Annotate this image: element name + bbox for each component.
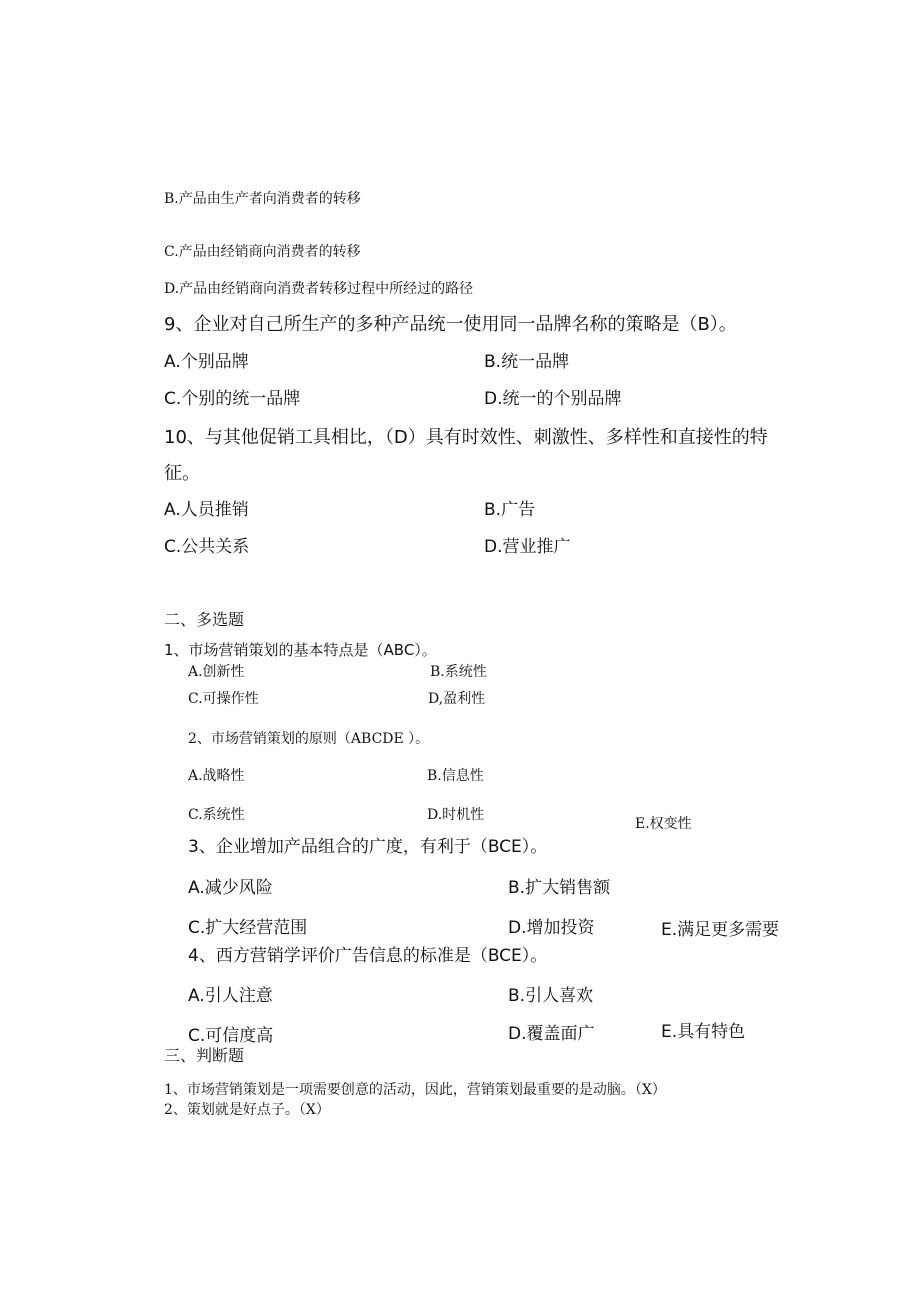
- multi-q4-option-b: B.引人喜欢: [508, 986, 594, 1006]
- multi-q3-option-d: D.增加投资: [508, 918, 595, 938]
- multi-q4-option-c: C.可信度高: [188, 1026, 274, 1046]
- multi-q4-option-a: A.引人注意: [188, 986, 273, 1006]
- option-c: C.产品由经销商向消费者的转移: [164, 244, 361, 260]
- section-2-title: 二、多选题: [164, 610, 245, 629]
- section-3-title: 三、判断题: [164, 1046, 245, 1065]
- judge-q1: 1、市场营销策划是一项需要创意的活动，因此，营销策划最重要的是动脑。（X）: [164, 1082, 666, 1098]
- multi-q2-option-e: E.权变性: [635, 816, 692, 832]
- multi-q1-stem: 1、市场营销策划的基本特点是（ABC）。: [164, 641, 437, 659]
- multi-q1-option-c: C.可操作性: [188, 691, 259, 707]
- question-10-option-a: A.人员推销: [164, 500, 249, 520]
- question-10-stem-line2: 征。: [164, 463, 200, 484]
- question-9-option-c: C.个别的统一品牌: [164, 389, 301, 409]
- multi-q3-option-a: A.减少风险: [188, 878, 273, 898]
- multi-q4-option-d: D.覆盖面广: [508, 1024, 595, 1044]
- question-10-stem-line1: 10、与其他促销工具相比，（D）具有时效性、刺激性、多样性和直接性的特: [164, 427, 768, 448]
- multi-q1-option-a: A.创新性: [188, 664, 245, 680]
- question-9-option-b: B.统一品牌: [484, 352, 570, 372]
- multi-q4-option-e: E.具有特色: [661, 1022, 746, 1042]
- multi-q4-stem: 4、西方营销学评价广告信息的标准是（BCE）。: [188, 946, 548, 966]
- multi-q2-option-d: D.时机性: [427, 807, 485, 823]
- question-9-option-a: A.个别品牌: [164, 352, 249, 372]
- multi-q3-option-c: C.扩大经营范围: [188, 918, 308, 938]
- multi-q2-option-a: A.战略性: [188, 768, 245, 784]
- multi-q2-option-c: C.系统性: [188, 807, 245, 823]
- question-10-option-b: B.广告: [484, 500, 536, 520]
- question-9-option-d: D.统一的个别品牌: [484, 389, 622, 409]
- multi-q3-stem: 3、企业增加产品组合的广度，有利于（BCE）。: [188, 837, 548, 857]
- option-d: D.产品由经销商向消费者转移过程中所经过的路径: [164, 281, 474, 297]
- multi-q1-option-b: B.系统性: [430, 664, 487, 680]
- multi-q1-option-d: D,盈利性: [428, 691, 486, 707]
- option-b: B.产品由生产者向消费者的转移: [164, 191, 361, 207]
- multi-q2-stem: 2、市场营销策划的原则（ABCDE ）。: [188, 731, 430, 747]
- judge-q2: 2、策划就是好点子。（X）: [164, 1102, 330, 1118]
- multi-q2-option-b: B.信息性: [427, 768, 484, 784]
- question-10-option-d: D.营业推广: [484, 537, 571, 557]
- question-9-stem: 9、企业对自己所生产的多种产品统一使用同一品牌名称的策略是（B）。: [164, 314, 737, 335]
- question-10-option-c: C.公共关系: [164, 537, 250, 557]
- multi-q3-option-b: B.扩大销售额: [508, 878, 611, 898]
- multi-q3-option-e: E.满足更多需要: [661, 920, 780, 940]
